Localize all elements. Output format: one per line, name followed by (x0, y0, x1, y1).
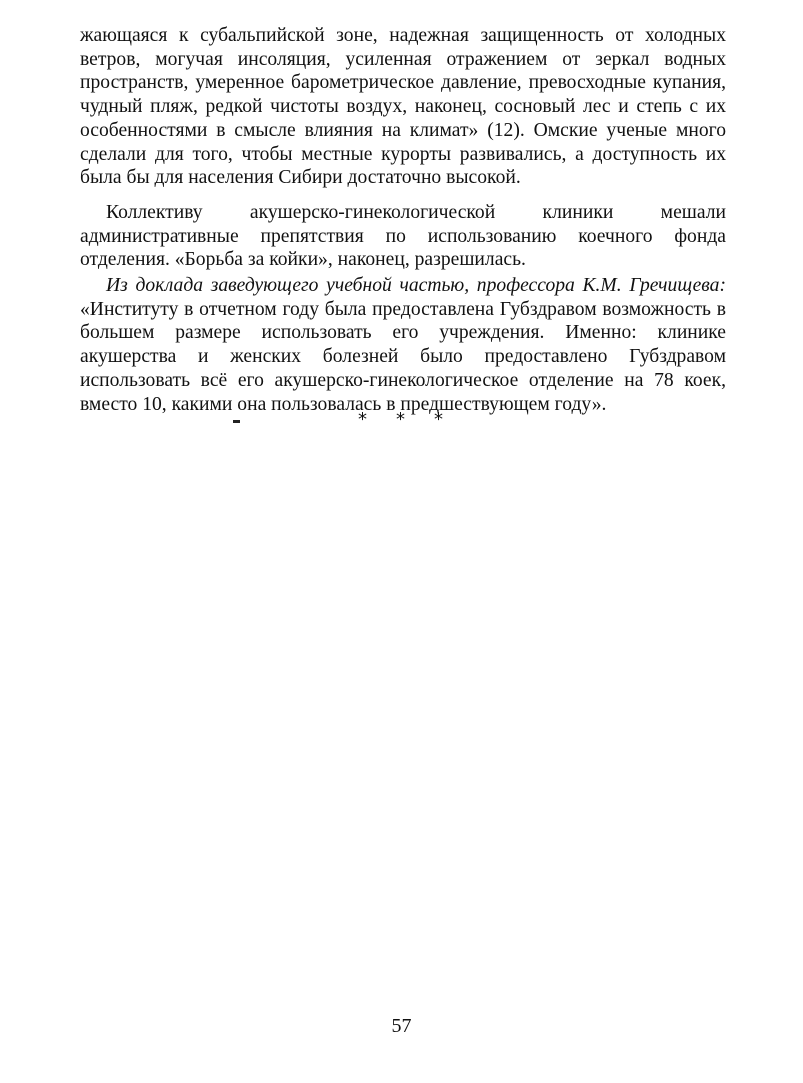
report-quote: «Институту в отчетном году была предоставлена Губздравом возможность в большем размере использовать его учреждения. Именно: клинике акушерства и женских болезней было предоставлено Губздравом использовать всё его акушерско-гинекологическое отделение на 78 коек, вместо 10, какими она пользовалась в предшествующем году». (80, 298, 726, 415)
paragraph-professor-report (80, 274, 726, 416)
report-attribution: Из доклада заведующего учебной частью, профессора К.М. Гречищева: (106, 275, 726, 297)
separator-star: * (358, 409, 367, 430)
section-separator (0, 408, 803, 432)
separator-star: * (434, 409, 443, 430)
paragraph-clinic-beds: Коллективу акушерско-гинекологической клиники мешали административные препятствия по использованию коечного фонда отделения. «Борьба за койки», наконец, разрешилась. (80, 201, 726, 271)
paragraph-resort-description: жающаяся к субальпийской зоне, надежная защищенность от холодных ветров, могучая инсоляция, усиленная отражением от зеркал водных пространств, умеренное барометрическое давление, превосходные купания, чудный пляж, редкой чистоты воздух, наконец, сосновый лес и степь с их особенностями в смысле влияния на климат» (12). Омские ученые много сделали для того, чтобы местные курорты развивались, а доступность их была бы для населения Сибири достаточно высокой. (80, 25, 726, 189)
page-number: 57 (391, 1015, 412, 1037)
scan-artifact-mark (233, 420, 240, 423)
page-body (80, 24, 726, 416)
separator-star: * (396, 409, 405, 430)
